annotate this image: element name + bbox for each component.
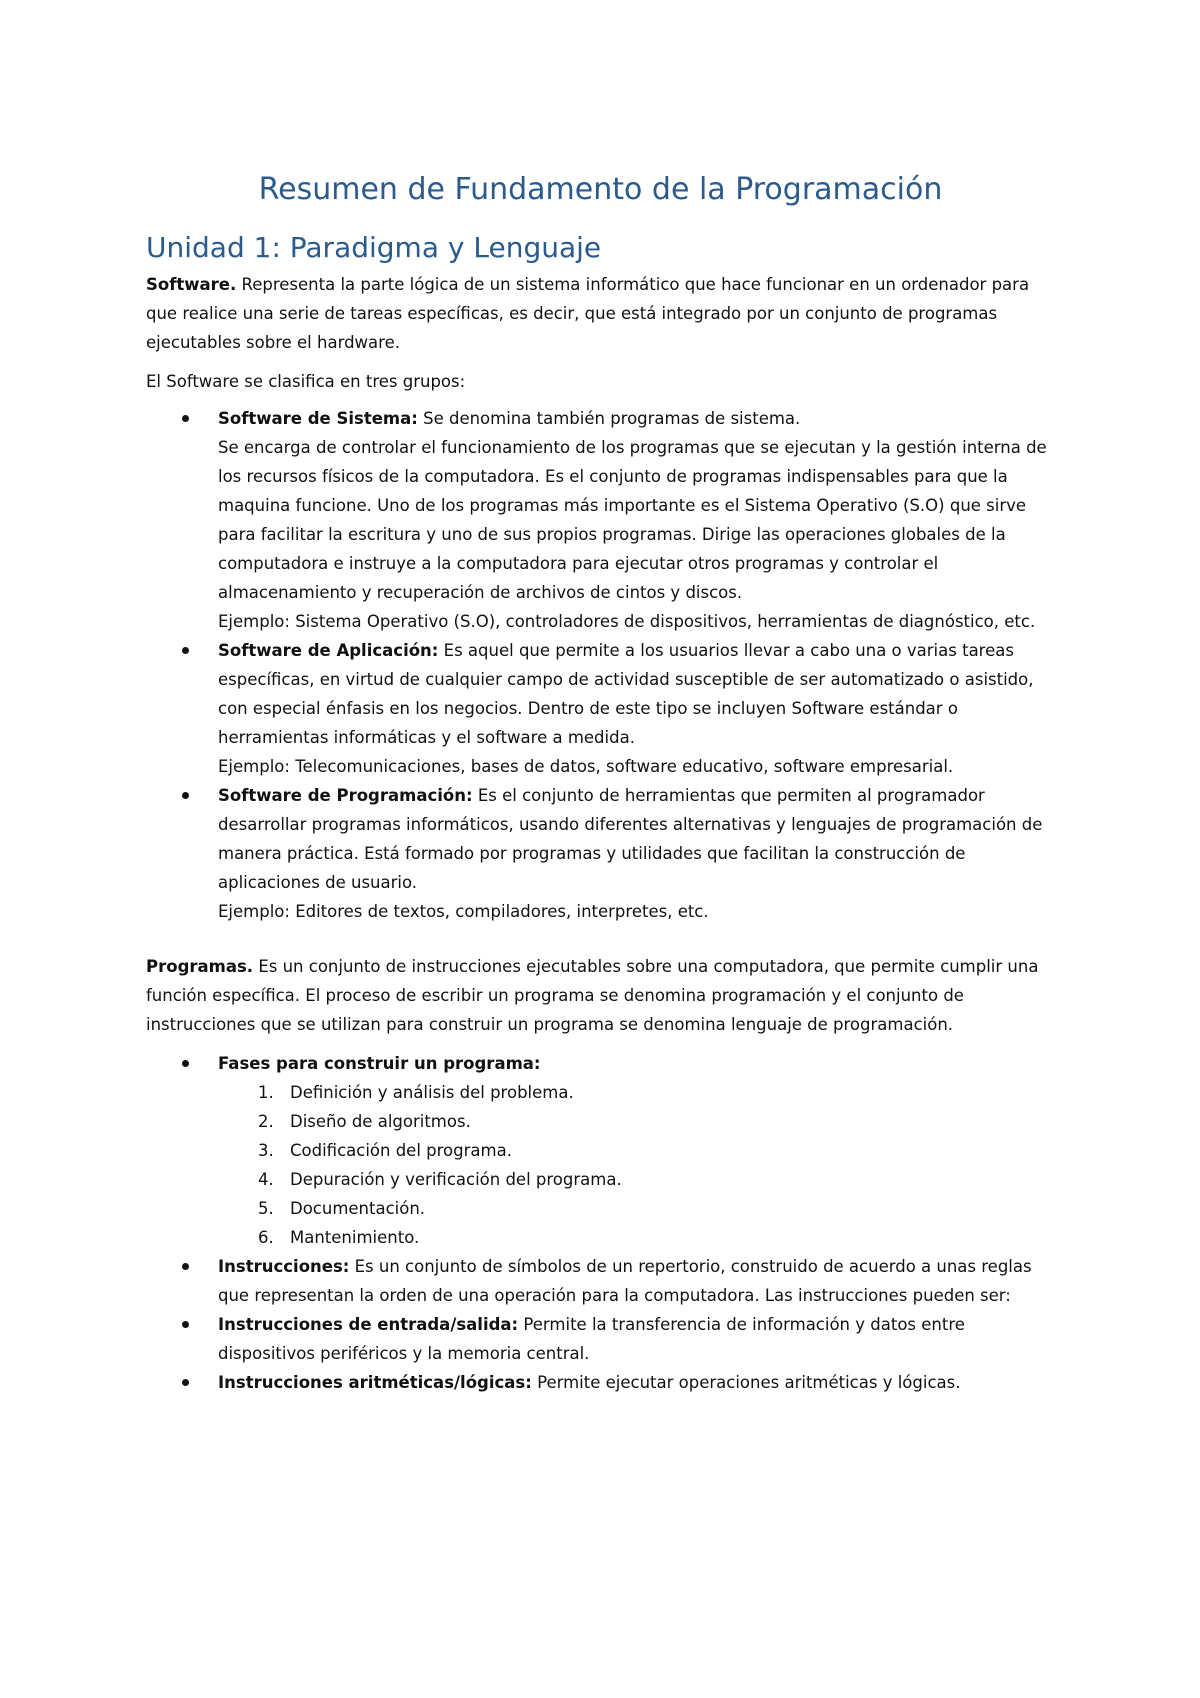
type-text: Es aquel que permite a los usuarios llevar a cabo una o varias tareas específicas, en virtud de cualquier campo de actividad susceptible de ser automatizado o asistido, con especial énfasis en los negocios. Dentro de este tipo se incluyen Software estándar o herramientas informáticas y el software a medida.	[218, 641, 1034, 747]
software-term: Software.	[146, 275, 237, 294]
type-term: Software de Sistema:	[218, 409, 418, 428]
document-title: Resumen de Fundamento de la Programación	[258, 172, 943, 207]
instruction-term: Instrucciones de entrada/salida:	[218, 1315, 519, 1334]
type-text: Se denomina también programas de sistema.	[417, 409, 801, 428]
unit-heading: Unidad 1: Paradigma y Lenguaje	[146, 231, 602, 264]
type-detail: Se encarga de controlar el funcionamiento de los programas que se ejecutan y la gestión interna de los recursos físicos de la computadora. Es el conjunto de programas indispensables para que la maquina funcione. Uno de los programas más importante es el Sistema Operativo (S.O) que sirve para facilitar la escritura y uno de sus propios programas. Dirige las operaciones globales de la computadora e instruye a la computadora para ejecutar otros programas y controlar el almacenamiento y recuperación de archivos de cintos y discos.	[218, 438, 1047, 602]
type-example: Ejemplo: Editores de textos, compiladores, interpretes, etc.	[218, 902, 709, 921]
phase-number: 4.	[258, 1170, 274, 1189]
list-item	[218, 1310, 1055, 1368]
phase-item	[258, 1136, 1055, 1165]
phase-item	[258, 1194, 1055, 1223]
instruction-text: Permite la transferencia de información y datos entre dispositivos periféricos y la memoria central.	[218, 1315, 965, 1363]
phase-number: 6.	[258, 1228, 274, 1247]
phase-text: Definición y análisis del problema.	[290, 1083, 574, 1102]
phase-number: 5.	[258, 1199, 274, 1218]
program-concepts-list	[146, 1049, 1055, 1397]
phase-text: Diseño de algoritmos.	[290, 1112, 471, 1131]
list-item	[218, 636, 1055, 781]
programas-term: Programas.	[146, 957, 254, 976]
phase-text: Depuración y verificación del programa.	[290, 1170, 622, 1189]
type-example: Ejemplo: Telecomunicaciones, bases de datos, software educativo, software empresarial.	[218, 757, 954, 776]
list-item	[218, 1049, 1055, 1252]
phase-number: 3.	[258, 1141, 274, 1160]
bullet-icon	[182, 647, 189, 654]
instruction-term: Instrucciones:	[218, 1257, 350, 1276]
phase-number: 1.	[258, 1083, 274, 1102]
type-text: Es el conjunto de herramientas que permiten al programador desarrollar programas informáticos, usando diferentes alternativas y lenguajes de programación de manera práctica. Está formado por programas y utilidades que facilitan la construcción de aplicaciones de usuario.	[218, 786, 1043, 892]
programas-text: Es un conjunto de instrucciones ejecutables sobre una computadora, que permite cumplir una función específica. El proceso de escribir un programa se denomina programación y el conjunto de instrucciones que se utilizan para construir un programa se denomina lenguaje de programación.	[146, 957, 1039, 1034]
phase-text: Documentación.	[290, 1199, 426, 1218]
bullet-icon	[182, 1379, 189, 1386]
phase-item	[258, 1078, 1055, 1107]
phase-number: 2.	[258, 1112, 274, 1131]
programas-definition	[146, 952, 1055, 1039]
bullet-icon	[182, 792, 189, 799]
software-types-list	[146, 404, 1055, 926]
classification-intro: El Software se clasifica en tres grupos:	[146, 372, 466, 391]
phase-text: Mantenimiento.	[290, 1228, 420, 1247]
phase-item	[258, 1223, 1055, 1252]
software-definition	[146, 270, 1055, 357]
phase-item	[258, 1165, 1055, 1194]
bullet-icon	[182, 1321, 189, 1328]
list-item	[218, 1252, 1055, 1310]
software-text: Representa la parte lógica de un sistema informático que hace funcionar en un ordenador para que realice una serie de tareas específicas, es decir, que está integrado por un conjunto de programas ejecutables sobre el hardware.	[146, 275, 1030, 352]
type-example: Ejemplo: Sistema Operativo (S.O), controladores de dispositivos, herramientas de diagnóstico, etc.	[218, 612, 1036, 631]
type-term: Software de Aplicación:	[218, 641, 439, 660]
bullet-icon	[182, 1263, 189, 1270]
phase-text: Codificación del programa.	[290, 1141, 512, 1160]
instruction-text: Es un conjunto de símbolos de un repertorio, construido de acuerdo a unas reglas que representan la orden de una operación para la computadora. Las instrucciones pueden ser:	[218, 1257, 1032, 1305]
instruction-term: Instrucciones aritméticas/lógicas:	[218, 1373, 532, 1392]
bullet-icon	[182, 1060, 189, 1067]
phase-item	[258, 1107, 1055, 1136]
list-item	[218, 1368, 1055, 1397]
list-item	[218, 781, 1055, 926]
bullet-icon	[182, 415, 189, 422]
type-term: Software de Programación:	[218, 786, 473, 805]
phases-list	[218, 1078, 1055, 1252]
phases-term: Fases para construir un programa:	[218, 1054, 541, 1073]
list-item	[218, 404, 1055, 636]
instruction-text: Permite ejecutar operaciones aritméticas y lógicas.	[531, 1373, 961, 1392]
